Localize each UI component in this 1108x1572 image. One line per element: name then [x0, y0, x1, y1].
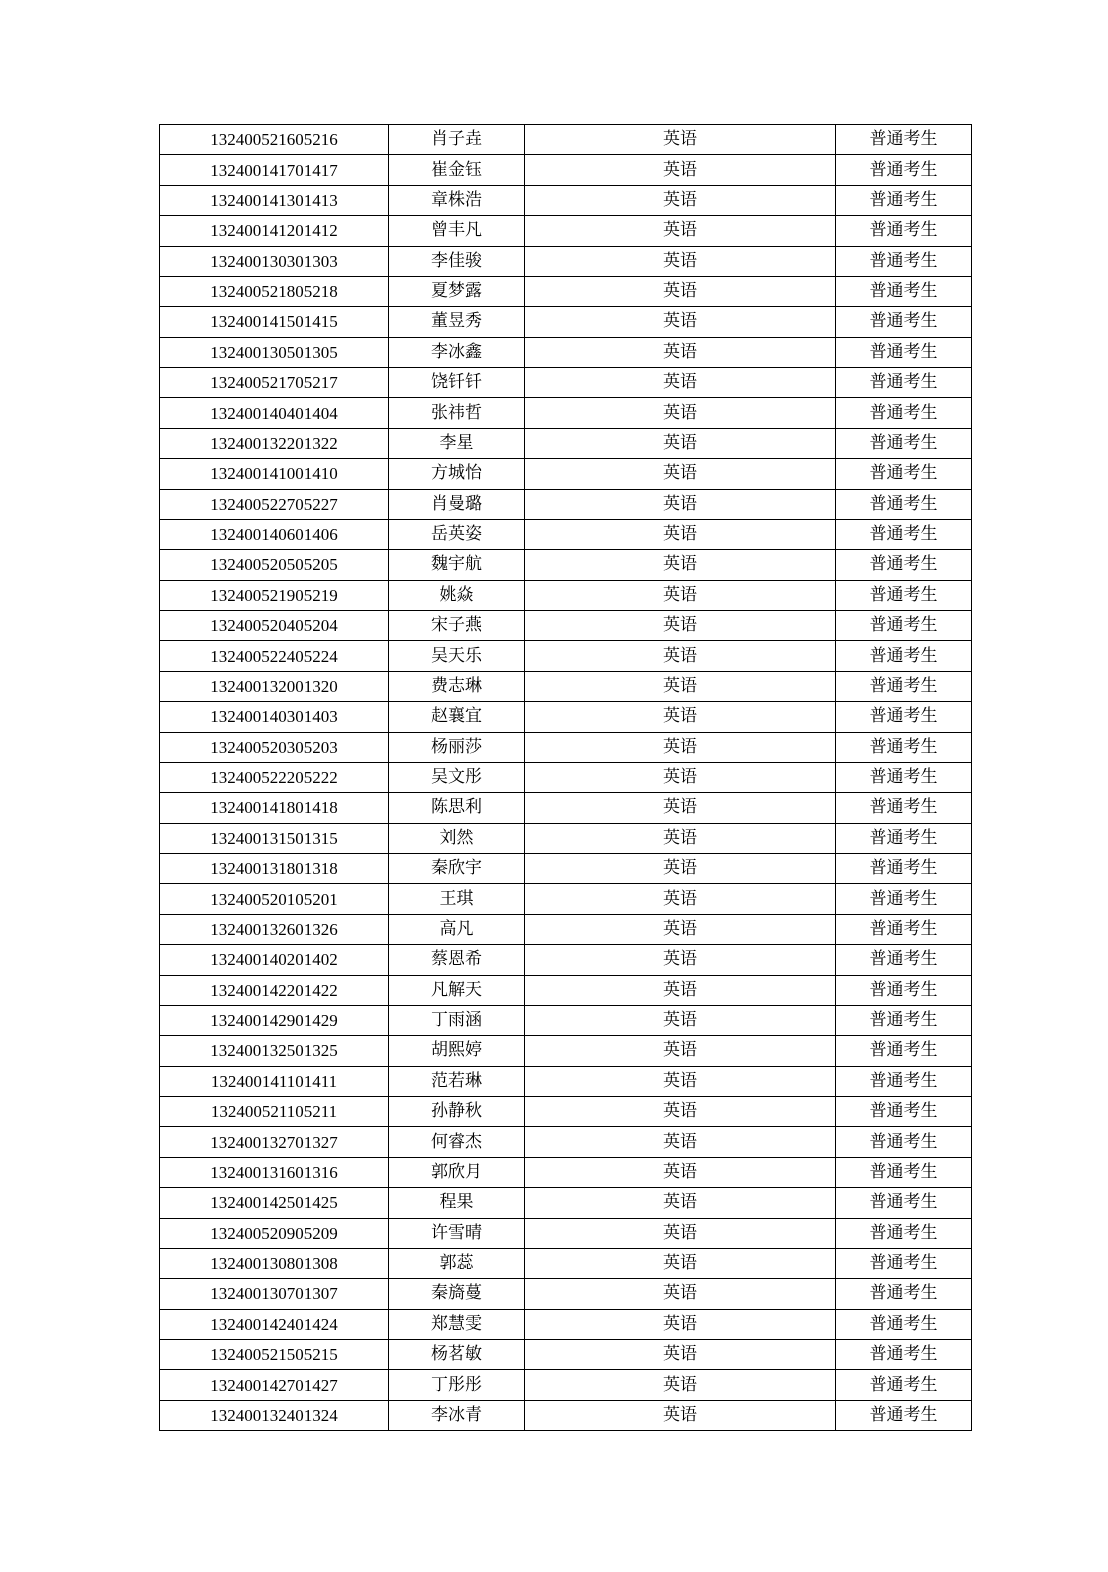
candidate-id-cell: 132400132601326 [160, 914, 389, 944]
table-row [160, 1248, 972, 1278]
candidate-name-cell: 宋子燕 [389, 611, 525, 641]
table-row [160, 1340, 972, 1370]
candidate-id-cell: 132400130801308 [160, 1248, 389, 1278]
candidate-name-cell: 吴文彤 [389, 762, 525, 792]
candidate-name-cell: 许雪晴 [389, 1218, 525, 1248]
candidate-id-cell: 132400141101411 [160, 1066, 389, 1096]
table-row [160, 1005, 972, 1035]
table-row [160, 216, 972, 246]
candidate-name-cell: 陈思利 [389, 793, 525, 823]
candidate-name-cell: 丁彤彤 [389, 1370, 525, 1400]
candidate-name-cell: 范若琳 [389, 1066, 525, 1096]
candidate-id-cell: 132400132001320 [160, 671, 389, 701]
candidate-type-cell: 普通考生 [836, 975, 972, 1005]
candidate-type-cell: 普通考生 [836, 216, 972, 246]
candidate-id-cell: 132400142501425 [160, 1188, 389, 1218]
subject-cell: 英语 [525, 398, 836, 428]
table-row [160, 155, 972, 185]
subject-cell: 英语 [525, 823, 836, 853]
subject-cell: 英语 [525, 216, 836, 246]
table-row [160, 823, 972, 853]
candidate-id-cell: 132400522705227 [160, 489, 389, 519]
subject-cell: 英语 [525, 732, 836, 762]
candidate-name-cell: 夏梦露 [389, 276, 525, 306]
candidate-type-cell: 普通考生 [836, 702, 972, 732]
candidate-name-cell: 赵襄宜 [389, 702, 525, 732]
candidate-name-cell: 李冰鑫 [389, 337, 525, 367]
subject-cell: 英语 [525, 125, 836, 155]
candidate-name-cell: 章株浩 [389, 185, 525, 215]
candidate-name-cell: 郑慧雯 [389, 1309, 525, 1339]
candidate-type-cell: 普通考生 [836, 1248, 972, 1278]
subject-cell: 英语 [525, 1218, 836, 1248]
subject-cell: 英语 [525, 1157, 836, 1187]
table-row [160, 1157, 972, 1187]
subject-cell: 英语 [525, 1370, 836, 1400]
candidate-id-cell: 132400521105211 [160, 1097, 389, 1127]
table-row [160, 125, 972, 155]
table-row [160, 854, 972, 884]
candidate-type-cell: 普通考生 [836, 489, 972, 519]
candidate-name-cell: 胡熙婷 [389, 1036, 525, 1066]
subject-cell: 英语 [525, 945, 836, 975]
table-row [160, 1279, 972, 1309]
subject-cell: 英语 [525, 793, 836, 823]
subject-cell: 英语 [525, 550, 836, 580]
candidate-type-cell: 普通考生 [836, 1340, 972, 1370]
candidate-name-cell: 丁雨涵 [389, 1005, 525, 1035]
table-row [160, 1309, 972, 1339]
subject-cell: 英语 [525, 307, 836, 337]
subject-cell: 英语 [525, 489, 836, 519]
candidate-id-cell: 132400142701427 [160, 1370, 389, 1400]
candidate-id-cell: 132400140301403 [160, 702, 389, 732]
subject-cell: 英语 [525, 1400, 836, 1430]
candidate-name-cell: 蔡恩希 [389, 945, 525, 975]
candidate-name-cell: 秦欣宇 [389, 854, 525, 884]
subject-cell: 英语 [525, 580, 836, 610]
subject-cell: 英语 [525, 611, 836, 641]
table-row [160, 1188, 972, 1218]
table-row [160, 1370, 972, 1400]
candidate-type-cell: 普通考生 [836, 1066, 972, 1096]
subject-cell: 英语 [525, 854, 836, 884]
candidate-type-cell: 普通考生 [836, 732, 972, 762]
candidate-name-cell: 李佳骏 [389, 246, 525, 276]
subject-cell: 英语 [525, 459, 836, 489]
candidate-type-cell: 普通考生 [836, 611, 972, 641]
candidate-type-cell: 普通考生 [836, 125, 972, 155]
candidate-type-cell: 普通考生 [836, 884, 972, 914]
table-row [160, 1127, 972, 1157]
candidate-type-cell: 普通考生 [836, 550, 972, 580]
candidate-id-cell: 132400140401404 [160, 398, 389, 428]
candidate-id-cell: 132400520905209 [160, 1218, 389, 1248]
candidate-type-cell: 普通考生 [836, 914, 972, 944]
candidate-id-cell: 132400140601406 [160, 519, 389, 549]
candidate-type-cell: 普通考生 [836, 519, 972, 549]
candidate-type-cell: 普通考生 [836, 1097, 972, 1127]
table-row [160, 368, 972, 398]
table-row [160, 732, 972, 762]
table-row [160, 1097, 972, 1127]
table-row [160, 1036, 972, 1066]
candidate-type-cell: 普通考生 [836, 1400, 972, 1430]
table-row [160, 641, 972, 671]
table-row [160, 793, 972, 823]
subject-cell: 英语 [525, 1097, 836, 1127]
subject-cell: 英语 [525, 884, 836, 914]
candidate-id-cell: 132400522205222 [160, 762, 389, 792]
candidate-name-cell: 费志琳 [389, 671, 525, 701]
candidate-type-cell: 普通考生 [836, 459, 972, 489]
table-row [160, 975, 972, 1005]
candidate-table [159, 124, 972, 1431]
candidate-id-cell: 132400520305203 [160, 732, 389, 762]
candidate-id-cell: 132400141501415 [160, 307, 389, 337]
subject-cell: 英语 [525, 428, 836, 458]
candidate-id-cell: 132400142401424 [160, 1309, 389, 1339]
table-row [160, 337, 972, 367]
candidate-name-cell: 凡解天 [389, 975, 525, 1005]
candidate-type-cell: 普通考生 [836, 1127, 972, 1157]
candidate-name-cell: 曾丰凡 [389, 216, 525, 246]
candidate-name-cell: 秦旖蔓 [389, 1279, 525, 1309]
candidate-name-cell: 饶钎钎 [389, 368, 525, 398]
candidate-table-body [160, 125, 972, 1431]
candidate-type-cell: 普通考生 [836, 641, 972, 671]
subject-cell: 英语 [525, 762, 836, 792]
candidate-type-cell: 普通考生 [836, 1279, 972, 1309]
table-row [160, 519, 972, 549]
candidate-type-cell: 普通考生 [836, 276, 972, 306]
candidate-id-cell: 132400130301303 [160, 246, 389, 276]
candidate-name-cell: 刘然 [389, 823, 525, 853]
candidate-name-cell: 李星 [389, 428, 525, 458]
subject-cell: 英语 [525, 1127, 836, 1157]
subject-cell: 英语 [525, 914, 836, 944]
candidate-type-cell: 普通考生 [836, 1157, 972, 1187]
table-row [160, 459, 972, 489]
subject-cell: 英语 [525, 185, 836, 215]
subject-cell: 英语 [525, 1309, 836, 1339]
candidate-id-cell: 132400132701327 [160, 1127, 389, 1157]
candidate-type-cell: 普通考生 [836, 246, 972, 276]
candidate-name-cell: 崔金钰 [389, 155, 525, 185]
table-row [160, 276, 972, 306]
table-row [160, 914, 972, 944]
table-row [160, 246, 972, 276]
candidate-type-cell: 普通考生 [836, 155, 972, 185]
table-row [160, 1218, 972, 1248]
candidate-name-cell: 张祎哲 [389, 398, 525, 428]
candidate-name-cell: 董昱秀 [389, 307, 525, 337]
candidate-id-cell: 132400520405204 [160, 611, 389, 641]
candidate-type-cell: 普通考生 [836, 185, 972, 215]
candidate-type-cell: 普通考生 [836, 337, 972, 367]
candidate-id-cell: 132400130501305 [160, 337, 389, 367]
candidate-id-cell: 132400140201402 [160, 945, 389, 975]
subject-cell: 英语 [525, 1066, 836, 1096]
candidate-name-cell: 姚焱 [389, 580, 525, 610]
table-row [160, 307, 972, 337]
candidate-name-cell: 魏宇航 [389, 550, 525, 580]
candidate-id-cell: 132400520505205 [160, 550, 389, 580]
candidate-type-cell: 普通考生 [836, 762, 972, 792]
candidate-id-cell: 132400521805218 [160, 276, 389, 306]
table-row [160, 702, 972, 732]
candidate-name-cell: 方城怡 [389, 459, 525, 489]
subject-cell: 英语 [525, 1279, 836, 1309]
candidate-type-cell: 普通考生 [836, 945, 972, 975]
candidate-name-cell: 杨茗敏 [389, 1340, 525, 1370]
subject-cell: 英语 [525, 975, 836, 1005]
table-row [160, 1400, 972, 1430]
subject-cell: 英语 [525, 519, 836, 549]
candidate-name-cell: 吴天乐 [389, 641, 525, 671]
candidate-id-cell: 132400131501315 [160, 823, 389, 853]
candidate-name-cell: 杨丽莎 [389, 732, 525, 762]
candidate-id-cell: 132400141801418 [160, 793, 389, 823]
candidate-type-cell: 普通考生 [836, 671, 972, 701]
subject-cell: 英语 [525, 1248, 836, 1278]
candidate-type-cell: 普通考生 [836, 823, 972, 853]
candidate-id-cell: 132400141201412 [160, 216, 389, 246]
subject-cell: 英语 [525, 276, 836, 306]
candidate-type-cell: 普通考生 [836, 1370, 972, 1400]
table-row [160, 671, 972, 701]
table-row [160, 489, 972, 519]
table-row [160, 550, 972, 580]
candidate-id-cell: 132400141701417 [160, 155, 389, 185]
candidate-id-cell: 132400521505215 [160, 1340, 389, 1370]
table-row [160, 398, 972, 428]
candidate-id-cell: 132400132401324 [160, 1400, 389, 1430]
candidate-type-cell: 普通考生 [836, 307, 972, 337]
candidate-id-cell: 132400520105201 [160, 884, 389, 914]
table-row [160, 428, 972, 458]
subject-cell: 英语 [525, 246, 836, 276]
table-row [160, 580, 972, 610]
candidate-type-cell: 普通考生 [836, 793, 972, 823]
table-row [160, 762, 972, 792]
candidate-name-cell: 肖子垚 [389, 125, 525, 155]
subject-cell: 英语 [525, 641, 836, 671]
table-row [160, 611, 972, 641]
candidate-id-cell: 132400131601316 [160, 1157, 389, 1187]
candidate-name-cell: 王琪 [389, 884, 525, 914]
subject-cell: 英语 [525, 671, 836, 701]
subject-cell: 英语 [525, 1188, 836, 1218]
subject-cell: 英语 [525, 1005, 836, 1035]
candidate-id-cell: 132400131801318 [160, 854, 389, 884]
candidate-type-cell: 普通考生 [836, 398, 972, 428]
candidate-id-cell: 132400141301413 [160, 185, 389, 215]
candidate-type-cell: 普通考生 [836, 368, 972, 398]
candidate-name-cell: 肖曼璐 [389, 489, 525, 519]
table-row [160, 884, 972, 914]
candidate-name-cell: 郭欣月 [389, 1157, 525, 1187]
table-row [160, 185, 972, 215]
candidate-name-cell: 岳英姿 [389, 519, 525, 549]
candidate-type-cell: 普通考生 [836, 1218, 972, 1248]
candidate-id-cell: 132400141001410 [160, 459, 389, 489]
candidate-type-cell: 普通考生 [836, 1005, 972, 1035]
candidate-id-cell: 132400142201422 [160, 975, 389, 1005]
candidate-id-cell: 132400132201322 [160, 428, 389, 458]
candidate-id-cell: 132400521905219 [160, 580, 389, 610]
candidate-name-cell: 何睿杰 [389, 1127, 525, 1157]
subject-cell: 英语 [525, 337, 836, 367]
candidate-type-cell: 普通考生 [836, 1188, 972, 1218]
candidate-id-cell: 132400142901429 [160, 1005, 389, 1035]
table-row [160, 945, 972, 975]
candidate-name-cell: 程果 [389, 1188, 525, 1218]
candidate-id-cell: 132400132501325 [160, 1036, 389, 1066]
subject-cell: 英语 [525, 1036, 836, 1066]
subject-cell: 英语 [525, 1340, 836, 1370]
table-row [160, 1066, 972, 1096]
candidate-type-cell: 普通考生 [836, 1036, 972, 1066]
candidate-name-cell: 郭蕊 [389, 1248, 525, 1278]
candidate-id-cell: 132400130701307 [160, 1279, 389, 1309]
subject-cell: 英语 [525, 702, 836, 732]
candidate-name-cell: 高凡 [389, 914, 525, 944]
subject-cell: 英语 [525, 368, 836, 398]
candidate-name-cell: 李冰青 [389, 1400, 525, 1430]
candidate-name-cell: 孙静秋 [389, 1097, 525, 1127]
candidate-type-cell: 普通考生 [836, 854, 972, 884]
candidate-id-cell: 132400521605216 [160, 125, 389, 155]
candidate-type-cell: 普通考生 [836, 1309, 972, 1339]
candidate-type-cell: 普通考生 [836, 428, 972, 458]
candidate-id-cell: 132400521705217 [160, 368, 389, 398]
candidate-type-cell: 普通考生 [836, 580, 972, 610]
subject-cell: 英语 [525, 155, 836, 185]
candidate-id-cell: 132400522405224 [160, 641, 389, 671]
